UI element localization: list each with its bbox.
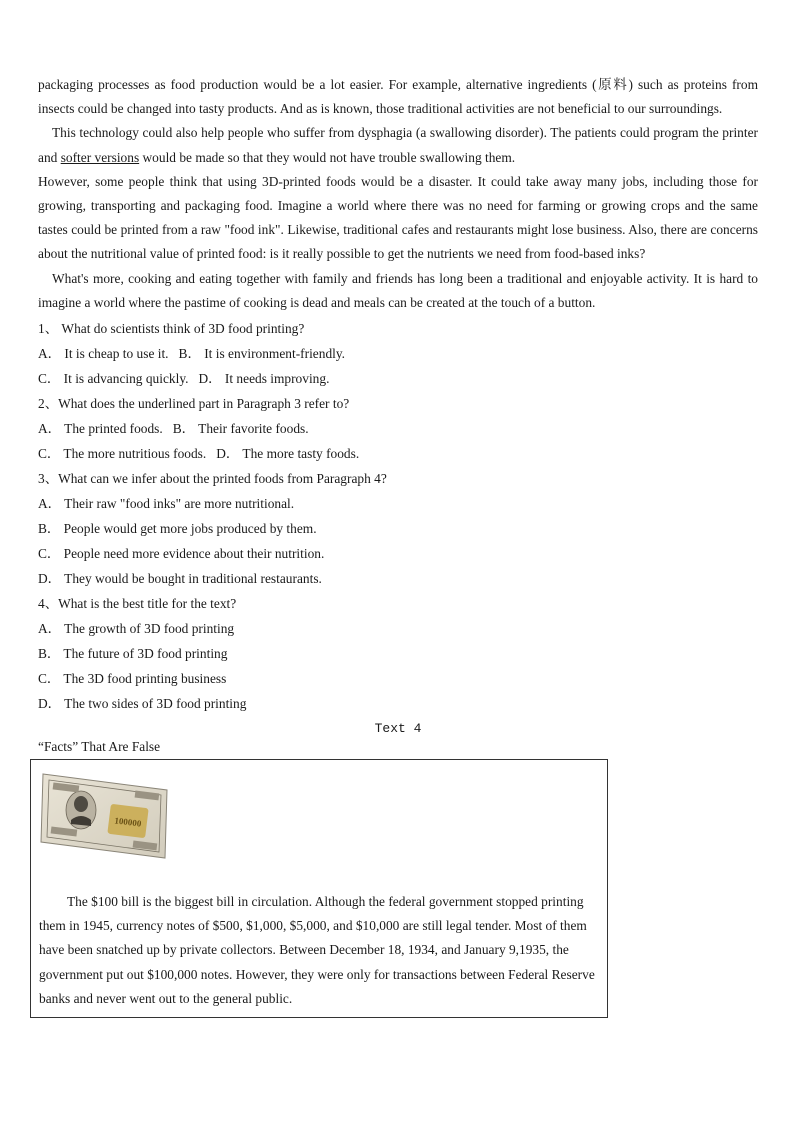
option[interactable]: B． The future of 3D food printing	[38, 646, 228, 662]
option[interactable]: B． Their favorite foods.	[172, 421, 309, 437]
passage-paragraph-4: What's more, cooking and eating together with family and friends has long been a traditional and enjoyable activity. It is hard to imagine a world where the pastime of cooking is dead and meals can be created at the touch of a button.	[38, 270, 758, 310]
option[interactable]: D． The two sides of 3D food printing	[38, 696, 247, 712]
question-2-options-ab	[38, 416, 758, 441]
question-1-options-cd	[38, 366, 758, 391]
question-1: 1、 What do scientists think of 3D food printing?	[38, 321, 305, 337]
option[interactable]: A． It is cheap to use it.	[38, 346, 169, 362]
passage-paragraph-3: However, some people think that using 3D-printed foods would be a disaster. It could take away many jobs, including those for growing, transporting and packaging food. Imagine a world where there was no need for farming or growing crops and the same tastes could be printed from a raw "food ink". Likewise, traditional cafes and restaurants might lose business. Also, there are concerns about the nutritional value of printed food: is it really possible to get the nutrients we need from food-based inks?	[38, 173, 758, 262]
option[interactable]: C． The 3D food printing business	[38, 671, 227, 687]
question-2-options-cd	[38, 441, 758, 466]
underlined-phrase: softer versions	[60, 149, 140, 165]
option[interactable]: B． It is environment-friendly.	[178, 346, 346, 362]
option[interactable]: A． The printed foods.	[38, 421, 163, 437]
option[interactable]: B． People would get more jobs produced by them.	[38, 521, 317, 537]
option[interactable]: D． It needs improving.	[198, 371, 330, 387]
option[interactable]: A． Their raw "food inks" are more nutritional.	[38, 496, 295, 512]
option[interactable]: A． The growth of 3D food printing	[38, 621, 235, 637]
banknote-image	[39, 768, 169, 860]
article-title: “Facts” That Are False	[38, 739, 161, 754]
option[interactable]: D． They would be bought in traditional restaurants.	[38, 571, 322, 587]
question-3: 3、What can we infer about the printed foods from Paragraph 4?	[38, 471, 387, 487]
option[interactable]: C． People need more evidence about their nutrition.	[38, 546, 325, 562]
questions	[38, 316, 758, 716]
passage-paragraph-2	[38, 121, 758, 169]
document-page	[38, 73, 758, 1006]
option[interactable]: C． It is advancing quickly.	[38, 371, 189, 387]
question-4: 4、What is the best title for the text?	[38, 596, 237, 612]
option[interactable]: C． The more nutritious foods.	[38, 446, 207, 462]
passage-paragraph-1: packaging processes as food production would be a lot easier. For example, alternative ingredients (原料) such as proteins from insects could be changed into tasty products. And as is known, those traditional activities are not beneficial to our surroundings.	[38, 77, 758, 117]
paragraph-2-end: would be made so that they would not have trouble swallowing them.	[139, 149, 516, 165]
article-box	[30, 759, 608, 1018]
question-2: 2、What does the underlined part in Paragraph 3 refer to?	[38, 396, 350, 412]
paragraph-2-start: This technology could also help people who suffer from dysphagia (a swallowing disorder). The patients could program the printer and	[38, 125, 758, 165]
text-4-heading: Text 4	[374, 721, 422, 736]
option[interactable]: D． The more tasty foods.	[216, 446, 360, 462]
bill-denomination: 100000	[113, 815, 142, 829]
question-1-options-ab	[38, 341, 758, 366]
article-body: The $100 bill is the biggest bill in circulation. Although the federal government stopped printing them in 1945, currency notes of $500, $1,000, $5,000, and $10,000 are still legal tender. Most of them have been snatched up by private collectors. Between December 18, 1934, and January 9,1935, the government put out $100,000 notes. However, they were only for transactions between Federal Reserve banks and never went out to the general public.	[39, 894, 595, 1006]
